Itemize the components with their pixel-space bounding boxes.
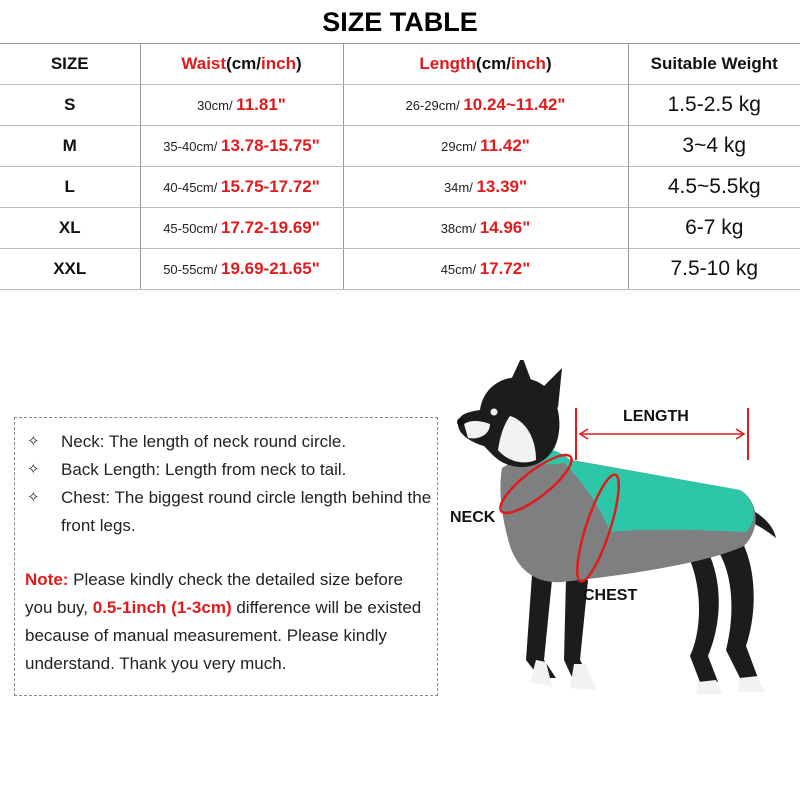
length-cm: 26-29cm/ <box>405 98 464 113</box>
bullet-item <box>27 428 437 456</box>
waist-cm: 40-45cm/ <box>163 180 221 195</box>
waist-cm: 35-40cm/ <box>163 139 221 154</box>
weight-cell: 3~4 kg <box>628 126 800 167</box>
header-waist-cm: (cm/ <box>226 54 262 73</box>
length-inch: 11.42" <box>480 136 530 155</box>
header-weight: Suitable Weight <box>628 44 800 85</box>
note-paragraph <box>25 566 435 678</box>
table-row <box>0 85 800 126</box>
header-waist-inch: inch <box>261 54 296 73</box>
length-inch: 17.72" <box>479 259 531 278</box>
header-waist-word: Waist <box>181 54 227 73</box>
size-table <box>0 43 800 290</box>
length-cell <box>343 126 628 167</box>
length-cell <box>343 249 628 290</box>
page-title: SIZE TABLE <box>322 7 478 37</box>
waist-inch: 19.69-21.65" <box>221 259 320 278</box>
header-length-cm: (cm/ <box>476 54 511 73</box>
note-highlight: 0.5-1inch (1-3cm) <box>92 598 232 617</box>
length-label: LENGTH <box>623 408 689 425</box>
waist-cell <box>140 208 343 249</box>
waist-inch: 17.72-19.69" <box>221 218 320 237</box>
waist-cell <box>140 249 343 290</box>
size-notes-box <box>14 417 438 696</box>
bullet-item <box>27 484 437 540</box>
length-inch: 14.96" <box>479 218 531 237</box>
table-header-row <box>0 44 800 85</box>
table-row <box>0 249 800 290</box>
header-size: SIZE <box>0 44 140 85</box>
length-cell <box>343 167 628 208</box>
note-text-part1: Please kindly check the detailed size before you buy, <box>25 570 403 617</box>
table-row <box>0 126 800 167</box>
length-inch: 10.24~11.42" <box>463 95 566 114</box>
waist-cell <box>140 126 343 167</box>
waist-cm: 50-55cm/ <box>163 262 221 277</box>
length-cm: 34m/ <box>443 180 477 195</box>
size-cell: XL <box>0 208 140 249</box>
size-cell: L <box>0 167 140 208</box>
diamond-star-icon: ✧ <box>27 433 40 450</box>
table-row <box>0 167 800 208</box>
length-cm: 29cm/ <box>441 139 481 154</box>
waist-cm: 30cm/ <box>197 98 237 113</box>
dog-measurement-diagram <box>440 360 800 720</box>
header-waist-close: ) <box>295 54 302 73</box>
size-cell: M <box>0 126 140 167</box>
diamond-star-icon: ✧ <box>27 461 40 478</box>
waist-inch: 15.75-17.72" <box>221 177 320 196</box>
header-length <box>343 44 628 85</box>
bullet-text-back-length: Back Length: Length from neck to tail. <box>61 460 347 479</box>
waist-cm: 45-50cm/ <box>163 221 221 236</box>
neck-label: NECK <box>450 509 496 526</box>
bullet-text-neck: Neck: The length of neck round circle. <box>61 432 347 451</box>
dog-head <box>457 360 562 467</box>
size-cell: XXL <box>0 249 140 290</box>
waist-cell <box>140 167 343 208</box>
dog-coat <box>500 448 755 582</box>
length-cm: 38cm/ <box>440 221 480 236</box>
length-cell <box>343 85 628 126</box>
weight-cell: 6-7 kg <box>628 208 800 249</box>
dog-illustration <box>440 360 800 720</box>
waist-inch: 11.81" <box>236 95 286 114</box>
header-waist <box>140 44 343 85</box>
note-text-part2: difference will be existed because of manual measurement. Please kindly understand. Thank you very much. <box>25 598 422 673</box>
header-length-word: Length <box>419 54 477 73</box>
size-cell: S <box>0 85 140 126</box>
weight-cell: 1.5-2.5 kg <box>628 85 800 126</box>
waist-inch: 13.78-15.75" <box>221 136 320 155</box>
diamond-star-icon: ✧ <box>27 489 40 506</box>
bullet-text-chest: Chest: The biggest round circle length behind the front legs. <box>61 488 432 535</box>
length-cell <box>343 208 628 249</box>
header-length-close: ) <box>545 54 552 73</box>
measurement-bullets <box>27 428 437 540</box>
waist-cell <box>140 85 343 126</box>
weight-cell: 4.5~5.5kg <box>628 167 800 208</box>
bullet-item <box>27 456 437 484</box>
length-cm: 45cm/ <box>440 262 480 277</box>
table-row <box>0 208 800 249</box>
chest-label: CHEST <box>583 587 638 604</box>
header-length-inch: inch <box>511 54 546 73</box>
length-inch: 13.39" <box>476 177 528 196</box>
weight-cell: 7.5-10 kg <box>628 249 800 290</box>
note-label: Note: <box>25 570 69 589</box>
